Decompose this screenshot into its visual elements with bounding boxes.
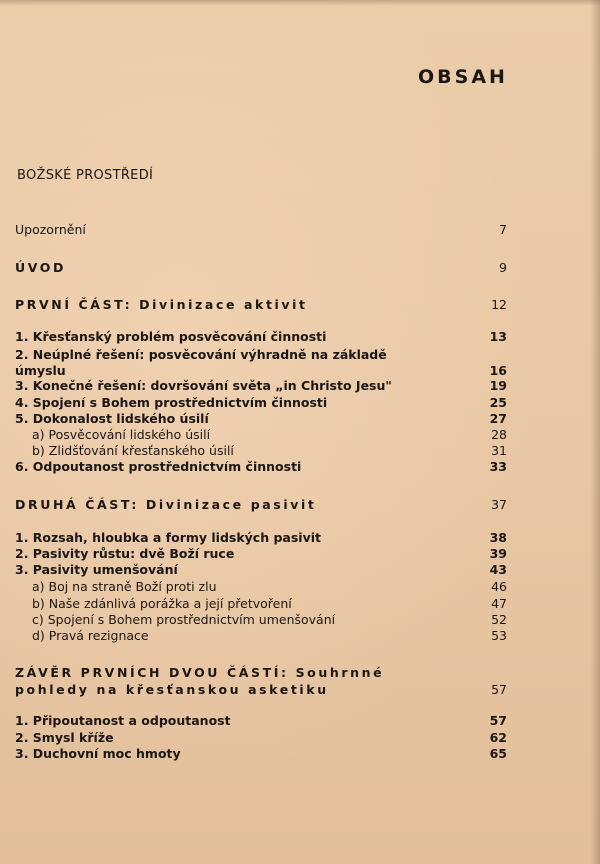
toc-entry [15,596,507,612]
toc-entry [15,222,507,238]
page-right-edge-shadow [590,0,600,864]
toc-entry-title: d) Pravá rezignace [32,628,149,643]
toc-entry-title: 3. Pasivity umenšování [15,562,178,577]
toc-entry [15,411,507,427]
toc-entry [15,395,507,411]
toc-entry [15,260,507,276]
toc-entry [15,562,507,578]
toc-entry-page-number: 39 [489,546,507,561]
toc-entry-page-number: 12 [491,297,507,312]
toc-entry-page-number: 53 [491,628,507,643]
toc-entry-page-number: 19 [489,378,507,393]
toc-entry-title: Upozornění [15,222,86,237]
toc-entry-page-number: 7 [499,222,507,237]
toc-entry-page-number: 65 [489,746,507,761]
toc-entry [15,459,507,475]
toc-entry-title: c) Spojení s Bohem prostřednictvím umenšování [32,612,336,627]
toc-entry-page-number: 57 [491,682,507,697]
toc-entry [15,665,507,681]
toc-entry-title: PRVNÍ ČÁST: Divinizace aktivit [15,297,308,312]
toc-entry-title: b) Zlidšťování křesťanského úsilí [32,443,234,458]
toc-entry [15,579,507,595]
toc-entry-page-number: 38 [489,530,507,545]
toc-entry-title: pohledy na křesťanskou asketiku [15,682,329,697]
toc-entry [15,427,507,443]
toc-entry-page-number: 16 [489,363,507,378]
toc-entry-page-number: 25 [489,395,507,410]
toc-entry [15,378,507,394]
toc-entry-title: DRUHÁ ČÁST: Divinizace pasivit [15,497,317,512]
toc-entry-title: a) Posvěcování lidského úsilí [32,427,211,442]
toc-entry-title: 2. Smysl kříže [15,730,114,745]
toc-entry-title: ZÁVĚR PRVNÍCH DVOU ČÁSTÍ: Souhrnné [15,665,385,680]
contents-heading: OBSAH [418,66,508,88]
toc-entry-page-number: 47 [491,596,507,611]
toc-entry-page-number: 33 [489,459,507,474]
toc-entry-title: b) Naše zdánlivá porážka a její přetvoření [32,596,292,611]
toc-entry [15,713,507,729]
toc-entry [15,329,507,345]
toc-entry-title: 1. Rozsah, hloubka a formy lidských pasivit [15,530,321,545]
page-top-edge-shadow [0,0,600,6]
toc-entry-title: 1. Připoutanost a odpoutanost [15,713,231,728]
toc-entry-page-number: 13 [489,329,507,344]
toc-entry [15,347,507,363]
book-title: BOŽSKÉ PROSTŘEDÍ [17,168,154,183]
toc-entry [15,443,507,459]
toc-entry [15,497,507,513]
toc-entry-title: a) Boj na straně Boží proti zlu [32,579,217,594]
toc-entry-page-number: 46 [491,579,507,594]
toc-entry [15,530,507,546]
toc-entry-title: 2. Neúplné řešení: posvěcování výhradně na základě [15,347,387,362]
toc-entry-page-number: 37 [491,497,507,512]
toc-entry-title: 1. Křesťanský problém posvěcování činnosti [15,329,327,344]
toc-entry [15,612,507,628]
toc-entry [15,628,507,644]
toc-entry-title: 3. Duchovní moc hmoty [15,746,181,761]
toc-entry-page-number: 52 [491,612,507,627]
toc-entry-title: 4. Spojení s Bohem prostřednictvím činnosti [15,395,328,410]
toc-entry [15,746,507,762]
toc-entry-page-number: 27 [489,411,507,426]
toc-entry-title: 5. Dokonalost lidského úsilí [15,411,209,426]
toc-entry [15,546,507,562]
toc-entry-page-number: 57 [489,713,507,728]
toc-entry [15,297,507,313]
toc-entry [15,682,507,698]
toc-entry-title: ÚVOD [15,260,67,275]
toc-entry-page-number: 31 [491,443,507,458]
toc-entry [15,730,507,746]
toc-entry-page-number: 43 [489,562,507,577]
toc-entry-title: 3. Konečné řešení: dovršování světa „in Christo Jesu" [15,378,392,393]
toc-entry-title: 6. Odpoutanost prostřednictvím činnosti [15,459,302,474]
toc-entry-page-number: 9 [499,260,507,275]
toc-entry-title: úmyslu [15,363,66,378]
toc-entry-page-number: 62 [489,730,507,745]
toc-entry [15,363,507,379]
toc-entry-page-number: 28 [491,427,507,442]
toc-entry-title: 2. Pasivity růstu: dvě Boží ruce [15,546,235,561]
